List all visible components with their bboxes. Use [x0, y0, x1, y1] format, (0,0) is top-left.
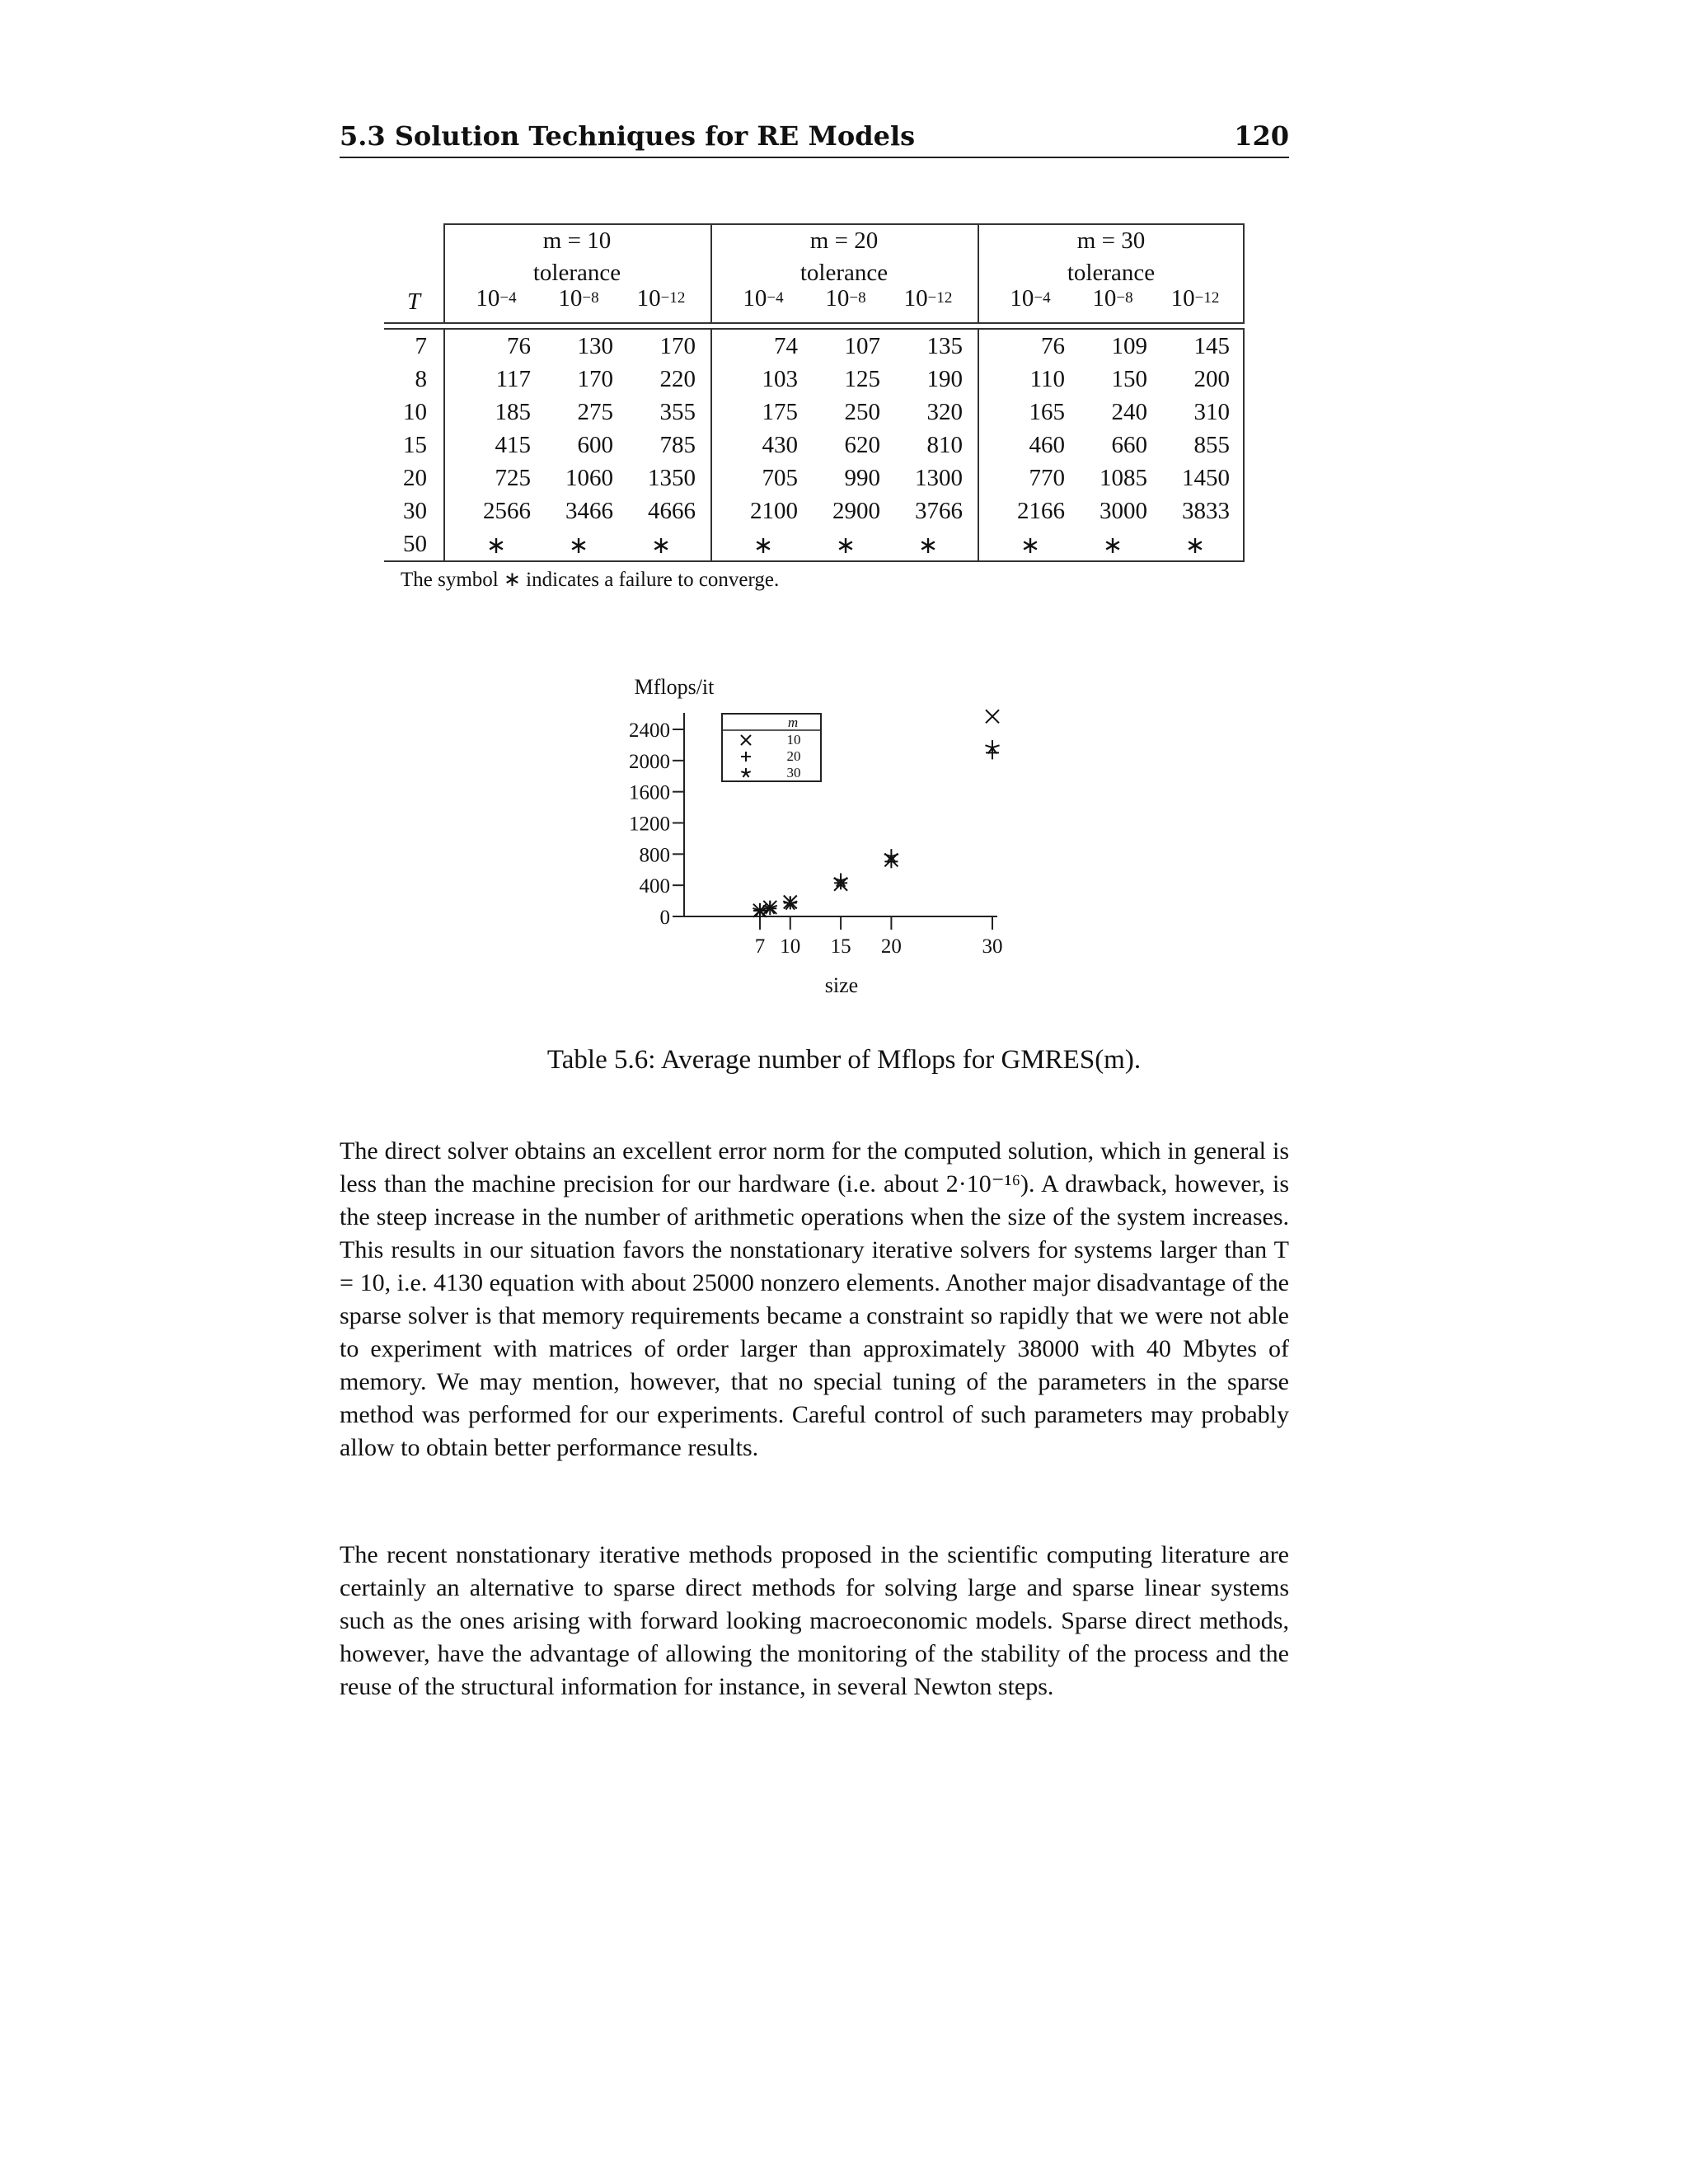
x-tick-label: 10 — [780, 935, 801, 958]
x-tick-label: 15 — [830, 935, 851, 958]
table-head-rule — [384, 328, 1245, 330]
table-cell: 810 — [926, 432, 963, 458]
section-title: 5.3 Solution Techniques for RE Models — [340, 120, 916, 152]
table-cell: 170 — [659, 333, 696, 359]
data-point-x — [986, 710, 999, 723]
row-label-header: T — [406, 288, 421, 315]
table-cell: 110 — [1029, 366, 1065, 392]
table-cell: 2100 — [750, 498, 798, 524]
group-subheader-1: tolerance — [532, 260, 621, 286]
table-vrule — [443, 328, 445, 562]
x-tick-label: 30 — [982, 935, 1003, 958]
group-header-3: m = 30 — [1076, 227, 1146, 254]
row-label-T: 8 — [415, 366, 427, 392]
data-point-x — [753, 904, 767, 917]
data-point-star — [884, 849, 898, 862]
row-label-T: 7 — [415, 333, 427, 359]
table-cell: 1300 — [915, 465, 963, 491]
table-cell: ∗ — [1020, 532, 1041, 559]
tolerance-header: $10^{-12}$ — [903, 285, 953, 312]
data-point-x — [741, 735, 751, 745]
table-vrule — [978, 328, 979, 562]
data-point-plus — [784, 896, 797, 909]
table-cell: 117 — [495, 366, 531, 392]
table-cell: 130 — [577, 333, 613, 359]
table-cell: 200 — [1193, 366, 1230, 392]
table-cell: 185 — [495, 399, 531, 425]
y-tick-label: 1600 — [629, 781, 670, 804]
table-cell: 705 — [762, 465, 798, 491]
row-label-T: 30 — [403, 498, 427, 524]
table-cell: 125 — [844, 366, 880, 392]
table-cell: 770 — [1029, 465, 1065, 491]
table-cell: 74 — [774, 333, 798, 359]
tolerance-header: $10^{-4}$ — [1010, 285, 1051, 312]
table-cell: ∗ — [1102, 532, 1123, 559]
table-cell: 1085 — [1100, 465, 1147, 491]
table-cell: 107 — [844, 333, 880, 359]
table-cell: 3833 — [1182, 498, 1230, 524]
data-point-x — [884, 853, 898, 866]
data-point-plus — [753, 904, 767, 917]
table-cell: ∗ — [1184, 532, 1206, 559]
page-number: 120 — [1234, 120, 1289, 152]
table-cell: 3766 — [915, 498, 963, 524]
tolerance-header: $10^{-8}$ — [558, 285, 599, 312]
table-cell: 145 — [1193, 333, 1230, 359]
table-cell: 250 — [844, 399, 880, 425]
body-paragraph-1: The direct solver obtains an excellent error norm for the computed solution, which in general is less than the machine precision for our hardware (i.e. about 2·10⁻¹⁶). A drawback, however, is the steep increase in the number of arithmetic operations when the size of the system increases. This results in our situation favors the nonstationary iterative solvers for systems larger than T = 10, i.e. 4130 equation with about 25000 nonzero elements. Another major disadvantage of the sparse solver is that memory requirements became a constraint so rapidly that we were not able to experiment with matrices of order larger than approximately 38000 with 40 Mbytes of memory. We may mention, however, that no special tuning of the parameters in the sparse method was performed for our experiments. Careful control of such parameters may probably allow to obtain better performance results. — [340, 1137, 1289, 1461]
tolerance-header: $10^{-12}$ — [1170, 285, 1220, 312]
x-tick-label: 20 — [880, 935, 902, 958]
table-note: The symbol ∗ indicates a failure to converge. — [401, 569, 780, 591]
table-cell: 855 — [1193, 432, 1230, 458]
y-axis-label: Mflops/it — [634, 675, 715, 699]
table-cell: 785 — [659, 432, 696, 458]
table-cell: 170 — [577, 366, 613, 392]
running-header — [340, 117, 1289, 158]
legend-entry: 30 — [786, 765, 801, 780]
table-cell: 1450 — [1182, 465, 1230, 491]
table-cell: ∗ — [917, 532, 939, 559]
table-cell: ∗ — [485, 532, 507, 559]
data-point-plus — [884, 855, 898, 868]
tolerance-header: $10^{-8}$ — [1092, 285, 1133, 312]
table-cell: 310 — [1193, 399, 1230, 425]
table-cell: 600 — [577, 432, 613, 458]
y-tick-label: 2000 — [629, 750, 670, 773]
table-top-rule — [443, 223, 1245, 225]
table-cell: 1060 — [565, 465, 613, 491]
table-cell: 275 — [577, 399, 613, 425]
table-cell: 990 — [844, 465, 880, 491]
table-vrule — [1243, 328, 1245, 562]
table-cell: 3466 — [565, 498, 613, 524]
data-point-x — [784, 896, 797, 909]
data-point-plus — [986, 746, 999, 759]
table-cell: ∗ — [650, 532, 672, 559]
table-cell: 103 — [762, 366, 798, 392]
row-label-T: 10 — [403, 399, 427, 425]
legend-entry: 10 — [786, 732, 801, 748]
table-head-rule — [384, 322, 1245, 324]
table-cell: 240 — [1111, 399, 1147, 425]
table-cell: 135 — [926, 333, 963, 359]
data-point-plus — [763, 902, 776, 915]
data-point-x — [834, 878, 847, 891]
table-cell: 2166 — [1017, 498, 1065, 524]
table-cell: 3000 — [1100, 498, 1147, 524]
table-cell: ∗ — [835, 532, 856, 559]
row-label-T: 20 — [403, 465, 427, 491]
table-cell: 430 — [762, 432, 798, 458]
y-tick-label: 0 — [659, 907, 670, 929]
data-point-plus — [741, 752, 751, 762]
data-point-plus — [834, 876, 847, 889]
legend-box — [722, 714, 821, 781]
table-cell: 415 — [495, 432, 531, 458]
table-cell: 175 — [762, 399, 798, 425]
figure-caption: Table 5.6: Average number of Mflops for GMRES(m). — [546, 1045, 1142, 1075]
table-cell: 460 — [1029, 432, 1065, 458]
row-label-T: 50 — [403, 531, 427, 557]
y-tick-label: 1200 — [629, 813, 670, 836]
table-cell: 660 — [1111, 432, 1147, 458]
table-cell: 76 — [1041, 333, 1065, 359]
table-cell: ∗ — [753, 532, 774, 559]
tolerance-header: $10^{-4}$ — [743, 285, 784, 312]
row-label-T: 15 — [403, 432, 427, 458]
y-tick-label: 800 — [639, 844, 670, 867]
table-cell: 2900 — [832, 498, 880, 524]
table-cell: 4666 — [648, 498, 696, 524]
table-cell: 190 — [926, 366, 963, 392]
data-point-star — [985, 740, 999, 753]
x-axis-label: size — [824, 973, 859, 997]
data-point-star — [763, 901, 777, 914]
legend-title: m — [787, 715, 799, 730]
table-cell: 355 — [659, 399, 696, 425]
table-cell: 150 — [1111, 366, 1147, 392]
table-cell: 725 — [495, 465, 531, 491]
data-point-star — [741, 768, 750, 777]
group-header-2: m = 20 — [809, 227, 879, 254]
body-paragraph-2: The recent nonstationary iterative methods proposed in the scientific computing literature are certainly an alternative to sparse direct methods for solving large and sparse linear systems such as the ones arising with forward looking macroeconomic models. Sparse direct methods, however, have the advantage of allowing the monitoring of the stability of the process and the reuse of the structural information for instance, in several Newton steps. — [340, 1541, 1289, 1700]
tolerance-header: $10^{-12}$ — [636, 285, 686, 312]
table-cell: 2566 — [483, 498, 531, 524]
data-point-star — [834, 873, 848, 886]
table-bottom-rule — [384, 560, 1245, 562]
table-cell: ∗ — [568, 532, 589, 559]
group-subheader-3: tolerance — [1067, 260, 1156, 286]
group-subheader-2: tolerance — [799, 260, 889, 286]
table-cell: 1350 — [648, 465, 696, 491]
table-cell: 320 — [926, 399, 963, 425]
legend-entry: 20 — [786, 748, 801, 764]
x-tick-label: 7 — [754, 935, 766, 958]
table-cell: 109 — [1111, 333, 1147, 359]
y-tick-label: 2400 — [629, 719, 670, 742]
table-cell: 165 — [1029, 399, 1065, 425]
tolerance-header: $10^{-4}$ — [476, 285, 517, 312]
table-cell: 620 — [844, 432, 880, 458]
data-point-star — [753, 903, 767, 916]
table-cell: 76 — [507, 333, 531, 359]
table-vrule — [710, 328, 712, 562]
y-tick-label: 400 — [639, 875, 670, 898]
group-header-1: m = 10 — [542, 227, 612, 254]
tolerance-header: $10^{-8}$ — [825, 285, 866, 312]
table-cell: 220 — [659, 366, 696, 392]
data-point-x — [763, 901, 776, 914]
data-point-star — [783, 896, 797, 909]
